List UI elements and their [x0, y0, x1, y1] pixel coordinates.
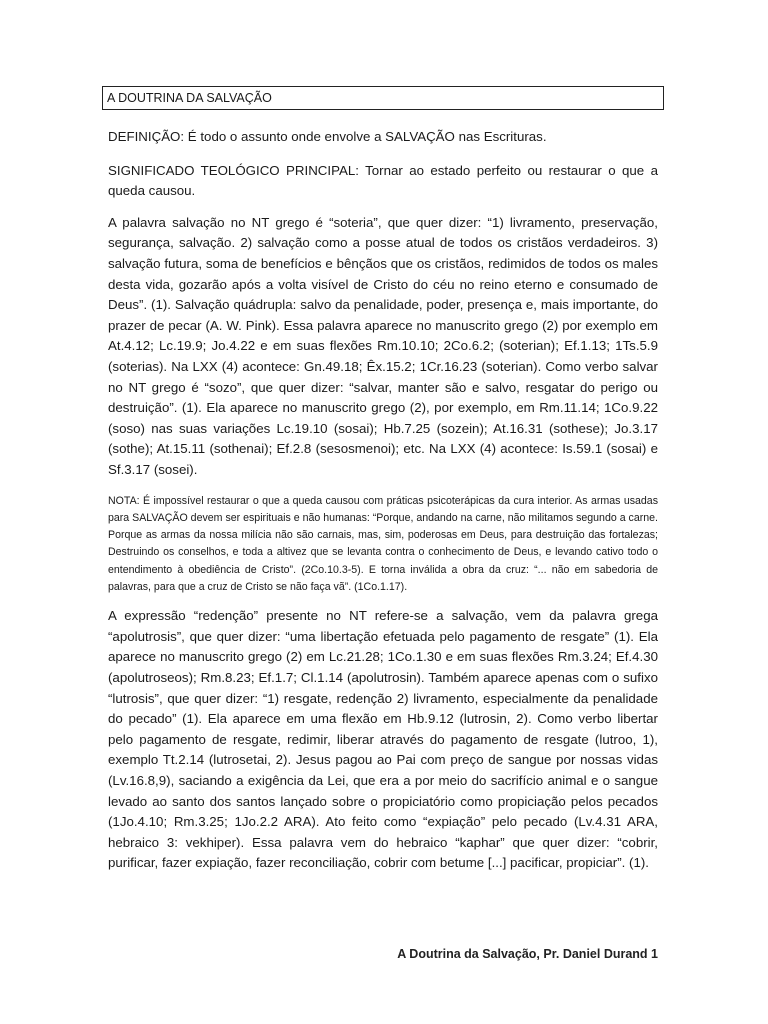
soteria-paragraph: A palavra salvação no NT grego é “soteria”, que quer dizer: “1) livramento, preservação, segurança, salvação. 2) salvação como a posse atual de todos os cristãos verdadeiros. 3) salvação futura, soma de benefícios e bênçãos que os cristãos, redimidos de todos os males desta vida, gozarão após a volta visível de Cristo do céu no reino eterno e consumado de Deus”. (1). Salvação quádrupla: salvo da penalidade, poder, presença e, mais importante, do prazer de pecar (A. W. Pink). Essa palavra aparece no manuscrito grego (2) por exemplo em At.4.12; Lc.19.9; Jo.4.22 e em suas flexões Rm.10.10; 2Co.6.2; (soterian); Ef.1.13; 1Ts.5.9 (soterias). Na LXX (4) acontece: Gn.49.18; Êx.15.2; 1Cr.16.23 (soterian). Como verbo salvar no NT grego é “sozo”, que quer dizer: “salvar, manter são e salvo, resgatar do perigo ou destruição”. (1). Ela aparece no manuscrito grego (2), por exemplo, em Rm.11.14; 1Co.9.22 (soso) nas suas variações Lc.19.10 (sosai); Hb.7.25 (sozein); At.16.31 (sothese); Jo.3.17 (sothe); At.15.11 (sothenai); Ef.2.8 (sesosmenoi); etc. Na LXX (4) acontece: Is.59.1 (sosai) e Sf.3.17 (sosei). [108, 214, 658, 477]
redemption-paragraph: A expressão “redenção” presente no NT refere-se a salvação, vem da palavra grega “apolutrosis”, que quer dizer: “uma libertação efetuada pelo pagamento de resgate” (1). Ela aparece no manuscrito grego (2) em Lc.21.28; 1Co.1.30 e em suas flexões Rm.3.24; Ef.4.30 (apolutroseos); Rm.8.23; Ef.1.7; Cl.1.14 (apolutrosin). Também aparece apenas com o sufixo “lutrosis”, que quer dizer: “1) resgate, redenção 2) livramento, especialmente da penalidade do pecado” (1). Ela aparece em uma flexão em Hb.9.12 (lutrosin, 2). Como verbo libertar pelo pagamento de resgate, redimir, liberar através do pagamento de resgate (lutroo, 1), exemplo Tt.2.14 (lutrosetai, 2). Jesus pagou ao Pai com preço de sangue por nossas vidas (Lv.16.8,9), saciando a exigência da Lei, que era a por meio do sacrifício animal e o sangue levado ao santo dos santos lançado sobre o propiciatório como propiciação pelos pecados (1Jo.4.10; Rm.3.25; 1Jo.2.2 ARA). Ato feito como “expiação” pelo pecado (Lv.4.31 ARA, hebraico 3: vekhiper). Essa palavra vem do hebraico “kaphar” que quer dizer: “cobrir, purificar, fazer expiação, fazer reconciliação, cobrir com betume [...] pacificar, propiciar”. (1). [108, 608, 658, 871]
document-title: A DOUTRINA DA SALVAÇÃO [102, 86, 664, 110]
definition-paragraph: DEFINIÇÃO: É todo o assunto onde envolve a SALVAÇÃO nas Escrituras. [108, 129, 547, 144]
document-page [108, 86, 658, 874]
note-paragraph: NOTA: É impossível restaurar o que a queda causou com práticas psicoterápicas da cura interior. As armas usadas para SALVAÇÃO devem ser espirituais e não humanas: “Porque, andando na carne, não militamos segundo a carne. Porque as armas da nossa milícia não são carnais, mas, sim, poderosas em Deus, para destruição das fortalezas; Destruindo os conselhos, e toda a altivez que se levanta contra o conhecimento de Deus, e levando cativo todo o entendimento à obediência de Cristo”. (2Co.10.3-5). E torna inválida a obra da cruz: “... não em sabedoria de palavras, para que a cruz de Cristo se não faça vã”. (1Co.1.17). [108, 494, 658, 593]
theological-meaning-paragraph: SIGNIFICADO TEOLÓGICO PRINCIPAL: Tornar ao estado perfeito ou restaurar o que a queda causou. [108, 162, 658, 199]
page-footer: A Doutrina da Salvação, Pr. Daniel Durand 1 [397, 947, 658, 961]
